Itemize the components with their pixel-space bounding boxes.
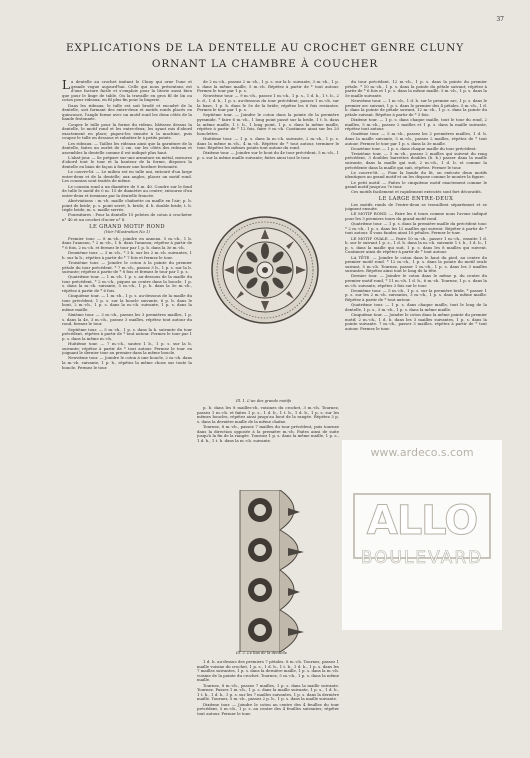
paragraph: Le couvre-lit. — Le milieu est en tulle uni, entouré d'un large entre-deux et de la dentelle; aux angles, placez un motif rond. Les coussins sont traités de même. bbox=[62, 169, 192, 184]
watermark-logo-subtext: BOULEVARD bbox=[360, 548, 484, 568]
paragraph: Dernier tour. — Joindre le coton dans le même p. du centre du premier motif rond, * 11 m.-ch. 1 d. b., 6 m.-ch. Tournez, 1 p. s. dans la m.-ch. suivante, répétez 3 fois sur le tour. bbox=[345, 273, 487, 288]
paragraph: La dentelle au crochet imitant le Cluny qui orne l'une et grande vogue aujourd'hui. Celle qui nous présentons est d'une facture facile et s'emploie pour la literie aussi bien que pour le linge de table. On la travaille en gros fil de lin ou coton pour rideaux, en fil plus fin pour la lingerie. bbox=[62, 80, 192, 103]
paragraph: Neuvième tour. — 1 m.-ch., 1 d. b. sur le premier arc, 1 p. s. dans le premier arc suivant, 1 p. s. dans le premier des 4 pétales. 5 m.-ch., 1 d. b. dans la pointe de pétale suivant, 12 m.-ch., 1 p. s. dans la pointe du pétale suivant. Répétez à partir de * 3 fois. bbox=[345, 97, 487, 117]
paragraph: Quatrième tour. — 1 p. s. dans chaque maille, tout le long de la dentelle, 1 p. s., 3 m.-ch., 1 p. s. dans la même maille. bbox=[345, 302, 487, 312]
paragraph: Quatrième tour. — 1 p. s. dans la première maille du précédent tour. * 2 m.-ch., 1 p. s. dans les 12 mailles qui suivent. Répéter à partir de * tout autour. Il vous faudra ainsi 10 pétales. Fermer le tour. bbox=[345, 221, 487, 236]
paragraph: Cinquième tour. — Joindre le coton dans la même pointe du premier motif, 2 m.-ch., 1 d. b. dans les 3 mailles suivantes, 1 p. s. dans la pointe suivante. 7 m.-ch., passer 3 mailles, répétez à partir de * tout autour. Fermez le tour. bbox=[345, 312, 487, 331]
text-column-middle-bottom bbox=[197, 660, 339, 752]
paragraph: Cinquième tour. — 1 m.-ch., 1 p. s. au-dessous de la maille du tour précédent, 1 p. s. sur la boucle suivante, 6 p. b. dans le bout, 2 m.-ch., 1 p. s. dans la m.-ch. suivante, 1 p. s. dans la même maille. bbox=[62, 293, 192, 313]
lace-round-motif-image bbox=[210, 215, 320, 325]
paragraph: Neuvième tour. — Joindre le coton à une boucle, 2 m.-ch. dans la m.-ch. suivante, 1 p. b., répétez la même chose sur toute la boucle. Fermez le tour. bbox=[62, 355, 192, 370]
paragraph: Les rideaux. — Taillez les rideaux ainsi que la garniture de la dentelle, faites un ourlet de 2 cm. sur les côtés des rideaux et assemblez la dentelle comme il est indiqué plus haut. bbox=[62, 140, 192, 155]
paragraph: Ces motifs facilement et rapidement exécutés sont fort décoratifs. bbox=[351, 189, 482, 195]
paragraph: Abréviations : m.-ch. maille chaînette ou maille en l'air; p. b. point de bride; p. s. point serré; b. bride; d. b. double bride; t. b. triple bride; m. s. maille serrée. bbox=[62, 198, 192, 213]
paragraph: Treizième tour. — 5 m.-ch., passez 2 mailles qui suivent du rang précédent, 3 doubles barrettes doubles (b. b.) passer dans la maille suivante, dans la maille qui suit, 2 m.-ch., 1 d. b. et comme la précédente dans la maille qui suit, répétez. Fermer le tour. bbox=[345, 150, 487, 170]
paragraph: Quatrième tour. — 1 m.-ch. 1 p. s. au-dessous de la maille du tour précédent, * 2 m.-ch., piquez au centre dans la boucle, 1 p. s. dans la m.-ch. suivante, 5 m.-ch., 1 p. b. dans la 5e m.-ch., répétez à partir de * 6 fois. bbox=[62, 274, 192, 294]
paragraph: Dixième tour. — 1 p. s. dans chaque maille, tout le tour du rond, 2 mailles, 5 m.-ch., passez 2 mailles et 1 p. s. dans la maille suivante, répétez tout autour. bbox=[345, 116, 487, 132]
paragraph: L'abat-jour. — Se prépare sur une armature en métal, mesurez d'abord tout le tour et la hauteur de la forme, disposez la dentelle en biais de façon à former une bordure festonnée. bbox=[62, 154, 192, 170]
section-heading-grand-motif: LE GRAND MOTIF ROND bbox=[89, 223, 165, 230]
figure-2-caption: Ill. 2. Le bas de la dentelle bbox=[236, 650, 288, 655]
text-column-left bbox=[62, 80, 192, 750]
paragraph: Tournez, 8 m.-ch., passez 7 mailles, 1 p. s. dans la maille suivante. Tournez. Passez 1 m.-ch., 1 p. s. dans la maille suivante, 1 p. s., 1 d. b., 1 t. b., 1 d. b., 1 p. s. sur les 7 mailles suivantes, 1 p. s. dans la dernière maille. Tournez, 5 m.-ch., passez 2 p. b., 1 p. s. dans la maille suivante. bbox=[197, 682, 339, 702]
paragraph: Douzième tour. — 1 p. s. dans chaque maille du tour précédent. bbox=[351, 145, 477, 151]
watermark-logo-text: ALLO bbox=[366, 498, 478, 544]
section-heading-entre-deux: LE LARGE ENTRE-DEUX bbox=[378, 196, 454, 202]
paragraph: Le coussin rond a un diamètre de 0 m. 40. Coudre sur le fond de tulle le motif de 0 m. 15 de diamètre au centre; entourez d'un entre-deux et terminez par la dentelle froncée. bbox=[62, 183, 192, 198]
page-title-line-1: EXPLICATIONS DE LA DENTELLE AU CROCHET GENRE CLUNY bbox=[65, 42, 465, 54]
watermark-url: www.ardeco.s.com bbox=[370, 446, 474, 459]
paragraph: LE MOTIF OVALE. — Faire 10 m.-ch., passer 1 m.-ch., ensuite 1 d. b. sur le suivant 1 p. s., 1 d. b. dans la m.-ch. suivante 1 t. b., 1 d. b., 1 p. s. dans la maille qui suit, 1 p. s. dans les 8 mailles qui suivent. Continuer ainsi de répéter à partir de * tout autour. bbox=[345, 235, 487, 255]
paragraph: Septième tour. — Joindre le coton dans la pointe de la première pyramide. * faire 6 m.-ch., 1 long point passé sur la bride, 1 t. b. dans la même maille, 1 t. b., 1 long point, 1 p. s. dans la même maille, répétez à partir de * 12 fois, faire 9 m.-ch. Continuez ainsi sur les 20 bouclettes. bbox=[197, 112, 339, 136]
paragraph: Huitième tour. — 1 p. s. dans la m.-ch. suivante, 2 m.-ch., 1 p. s. dans la même m.-ch., 4 m.-ch. Répétez de * tout autour, terminer le tour. Répétez les mêmes points tout autour du rond. bbox=[197, 135, 339, 151]
text-column-middle-mid bbox=[197, 406, 339, 478]
paragraph: Les motifs ronds de l'entre-deux se travaillent séparément et se joignent ensuite. bbox=[345, 201, 487, 212]
lace-border-image bbox=[238, 490, 346, 652]
paragraph: Tournez, 8 m.-ch., passez 7 mailles du tour précédent, puis tournez dans la direction opposée à la première m.-ch. Faites ainsi de suite jusqu'à la fin de la rangée. Tournez 1 p. s. dans la même maille, 1 p. s., 1 d. b., 1 t. b. dans la m.-ch. suivante. bbox=[197, 423, 339, 443]
paragraph: Deuxième tour. — 3 m.-ch., * 3 b. sur les 2 m.-ch. suivantes, 1 b. sur la b.; répétez à partir de * 7 fois et fermez le tour. bbox=[62, 250, 192, 260]
paragraph: Huitième tour. — 7 m.-ch., sautez 1 b., 1 p. s. sur la b. suivante; répétez à partir de * tout autour. Fermez le tour en joignant le dernier tour au premier dans la même boucle. bbox=[62, 340, 192, 356]
paragraph: Sixième tour. — 3 m.-ch., passez les 3 premières mailles, 1 p. s. dans la 4e, 3 m.-ch., passez 3 mailles, répétez tout autour du rond, fermez le tour. bbox=[62, 312, 192, 327]
text-column-middle-top bbox=[197, 80, 339, 208]
paragraph: LE MOTIF ROND. — Faire les 6 tours comme nous l'avons indiqué pour les 3 premiers tours du grand motif rond. bbox=[345, 211, 487, 221]
paragraph: Fournitures : Pour la dentelle 15 pelotes de coton à crocheter n° 40 et un crochet d'acier n° 8. bbox=[62, 212, 192, 222]
figure-1-caption: Ill. 1. L'un des grands motifs bbox=[236, 398, 292, 403]
paragraph: Neuvième tour. — 9 m.-ch., passez 1 m.-ch., 1 p. s., 1 d. b., 1 t. b., 2 b. d., 1 d. b., 1 p. s. au-dessous du tour précédent; passez 1 m.-ch. sur la base, 1 p. b. dans le 5e de la bride; répétez les 6 fois restantes. Fermez le tour par 1 p. s. bbox=[197, 93, 339, 113]
section-subcaption: (Voir l'illustration No 1) bbox=[104, 229, 150, 235]
paragraph: Coupez le tulle pour la forme du rideau, bâtissez dessus la dentelle, le motif rond et les entre-deux, les ayant mis d'abord exactement en place; piquez-les ensuite à la machine, puis coupez le tulle en dessous et rabattez-le à petits points. bbox=[62, 121, 192, 141]
paragraph: Dans les rideaux, le tulle est soit brodé et encadré de la dentelle, soit formant des entre-deux et motifs ronds placés en quinconce, l'angle forme avec un motif rond les deux côtés de la bande festonnée. bbox=[62, 102, 192, 122]
paragraph: Dixième tour. — Joindre sur le bout du 4e tour précédent, 5 m.-ch., 1 p. s. sur la même maille suivante; faites ainsi tout le tour. bbox=[197, 150, 339, 160]
paragraph: p. b. dans les 8 mailles-ch. voisines du crochet, 3 m.-ch. Tournez, passez 1 m.-ch. et faites 1 p. s., 1 d. b., 1 t. b., 1 d. b., 1 p. s. sur les mêmes boucles, répétez ainsi jusqu'au bout de la rangée. Répétez 3 p. s. dans la dernière maille de la même chaîne. bbox=[197, 406, 339, 424]
watermark bbox=[342, 440, 502, 630]
paragraph: Le couvre-lit. — Pour la bande du lit, on exécute deux motifs identiques au grand motif et on les dispose comme le montre la figure. bbox=[345, 169, 487, 180]
paragraph: Troisième tour. — Joindre le coton à la pointe du premier pétale du tour précédent. * 7 m.-ch., passez 3 b., 1 p. s. sur la b. suivante; répétez à partir de * 8 fois et fermez le tour par 1 p. s. bbox=[62, 259, 192, 275]
paragraph: 1 d. b. au-dessus des premiers 7 pétales. 8 m.-ch. Tournez, passez 1 maille voisine du crochet, 1 p. s., 1 d. b., 1 t. b., 1 d. b., 1 p. s. dans les 7 mailles suivantes, 1 p. s. dans la dernière maille, 1 p. s. dans la m.-ch. voisine de la pointe du crochet. Tournez, 5 m.-ch., 1 p. s. dans la même maille. bbox=[197, 660, 339, 683]
paragraph: LA TÊTE. — Joindre le coton dans le haut du pied, au centre du premier motif rond. * 12 m.-ch., 1 p. s. dans la pointe du motif ovale suivant, 5 m.-ch. Tournez, passer 1 m.-ch., 1 p. s. dans les 3 mailles suivantes. Répétez ainsi tout le long de la tête. bbox=[345, 254, 487, 274]
page-number: 37 bbox=[496, 16, 504, 23]
paragraph: Onzième tour. — 5 m.-ch., passez les 2 premières mailles, 1 d. b. dans la maille suivante, 5 m.-ch., passez 2 mailles, répétez de * tout autour. Fermez le tour par 1 p. s. dans la 3e maille. bbox=[345, 131, 487, 146]
paragraph: Dixième tour. — Joindre le coton au centre des 4 feuilles du tour précédent, 5 m.-ch., 1 p. s. au centre des 4 feuilles suivantes; répéter tout autour. Fermer le tour. bbox=[197, 701, 339, 716]
paragraph: de 2 m.-ch., passez 2 m.-ch., 1 p. s. sur la b. suivante, 3 m.-ch., 1 p. s. dans la même maille, 5 m.-ch. Répétez à partir de * tout autour. Fermez le tour par 1 p. s. bbox=[197, 80, 339, 94]
paragraph: Deuxième tour. — 5 m.-ch., 1 p. s. sur la première bride, * passer 1 p. s. sur les 2 m.-ch. suivantes, 3 m.-ch., 1 p. s. dans la même maille. Répétez à partir de * tout autour. bbox=[345, 287, 487, 303]
page-title-line-2: ORNANT LA CHAMBRE À COUCHER bbox=[151, 58, 379, 70]
paragraph: Septième tour. — 5 m.-ch., 1 p. s. dans la b. suivante du tour précédent, répétez à partir de * tout autour. Fermez le tour par 1 p. s. dans la même m.-ch. bbox=[62, 326, 192, 341]
paragraph: du tour précédent, 12 m.-ch., 1 p. s. dans la pointe du premier pétale. * 10 m.-ch., 1 p. s. dans la pointe du pétale suivant; répétez à partir de * 6 fois et 1 p. s. dans la même maille. 5 m.-ch., 1 p. s. dans la 5e maille suivante. bbox=[345, 80, 487, 98]
paragraph: Le petit motif. — Faites le cinquième motif exactement comme le grand motif jusqu'au 7e tour. bbox=[345, 179, 487, 190]
paragraph: Premier tour. — 8 m.-ch.; joindre en anneau. 5 m.-ch., 1 b. dans l'anneau, * 2 m.-ch., 1 b. dans l'anneau; répétez à partir de * 6 fois, 2 m.-ch. et fermez le tour par 1 p. b. dans la 3e m.-ch. bbox=[62, 235, 192, 250]
text-column-right bbox=[345, 80, 487, 750]
